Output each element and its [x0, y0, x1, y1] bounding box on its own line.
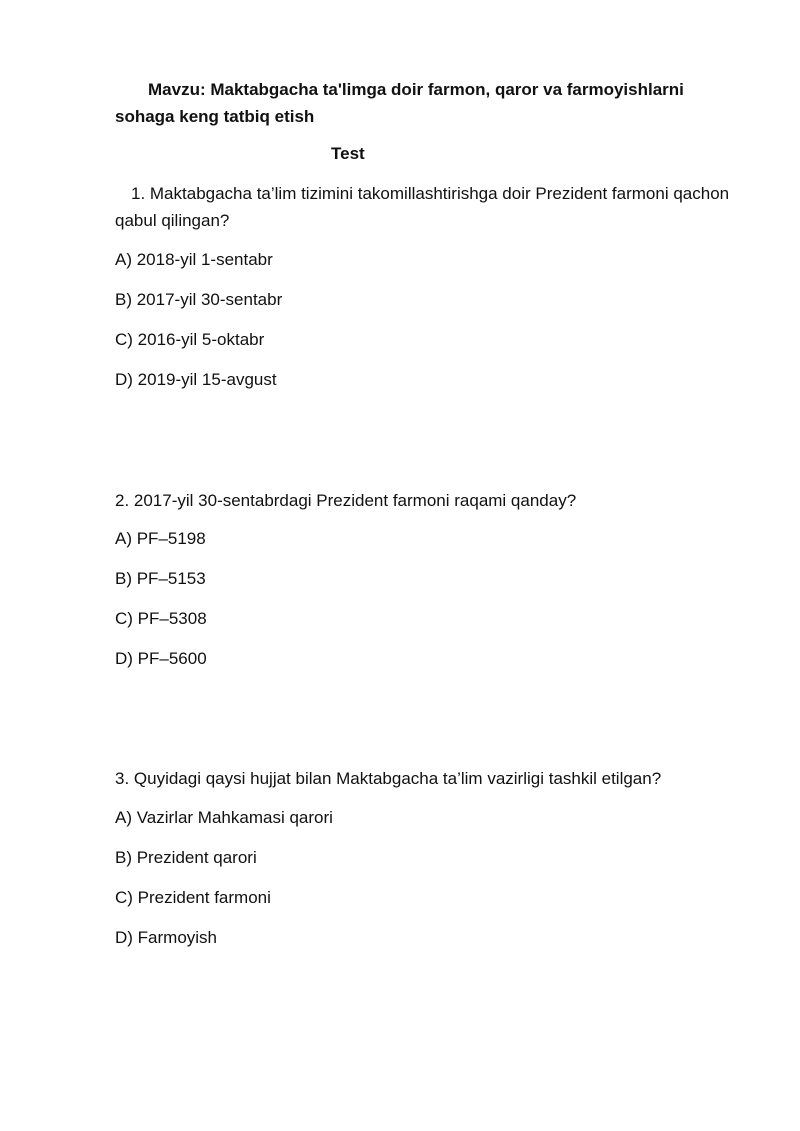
- document-subtitle: Test: [331, 144, 365, 163]
- question-1-option-a: A) 2018-yil 1-sentabr: [115, 250, 273, 269]
- question-2-option-b: B) PF–5153: [115, 569, 206, 588]
- question-2-option-c: C) PF–5308: [115, 609, 207, 628]
- question-3-text: 3. Quyidagi qaysi hujjat bilan Maktabgacha ta’lim vazirligi tashkil etilgan?: [115, 769, 662, 788]
- question-3-option-d: D) Farmoyish: [115, 928, 218, 947]
- question-1-option-d: D) 2019-yil 15-avgust: [115, 370, 277, 389]
- question-1-option-b: B) 2017-yil 30-sentabr: [115, 290, 283, 309]
- question-2-option-d: D) PF–5600: [115, 649, 207, 668]
- question-1-option-c: C) 2016-yil 5-oktabr: [115, 330, 265, 349]
- question-3-option-c: C) Prezident farmoni: [115, 888, 271, 907]
- document-title: Mavzu: Maktabgacha ta'limga doir farmon, qaror va farmoyishlarni sohaga keng tatbiq etish: [115, 80, 684, 126]
- question-1-text: 1. Maktabgacha ta’lim tizimini takomillashtirishga doir Prezident farmoni qachon qabul qilingan?: [115, 184, 730, 230]
- question-2-text: 2. 2017-yil 30-sentabrdagi Prezident farmoni raqami qanday?: [115, 491, 577, 510]
- question-3-option-b: B) Prezident qarori: [115, 848, 257, 867]
- question-2-option-a: A) PF–5198: [115, 529, 206, 548]
- question-3-option-a: A) Vazirlar Mahkamasi qarori: [115, 808, 333, 827]
